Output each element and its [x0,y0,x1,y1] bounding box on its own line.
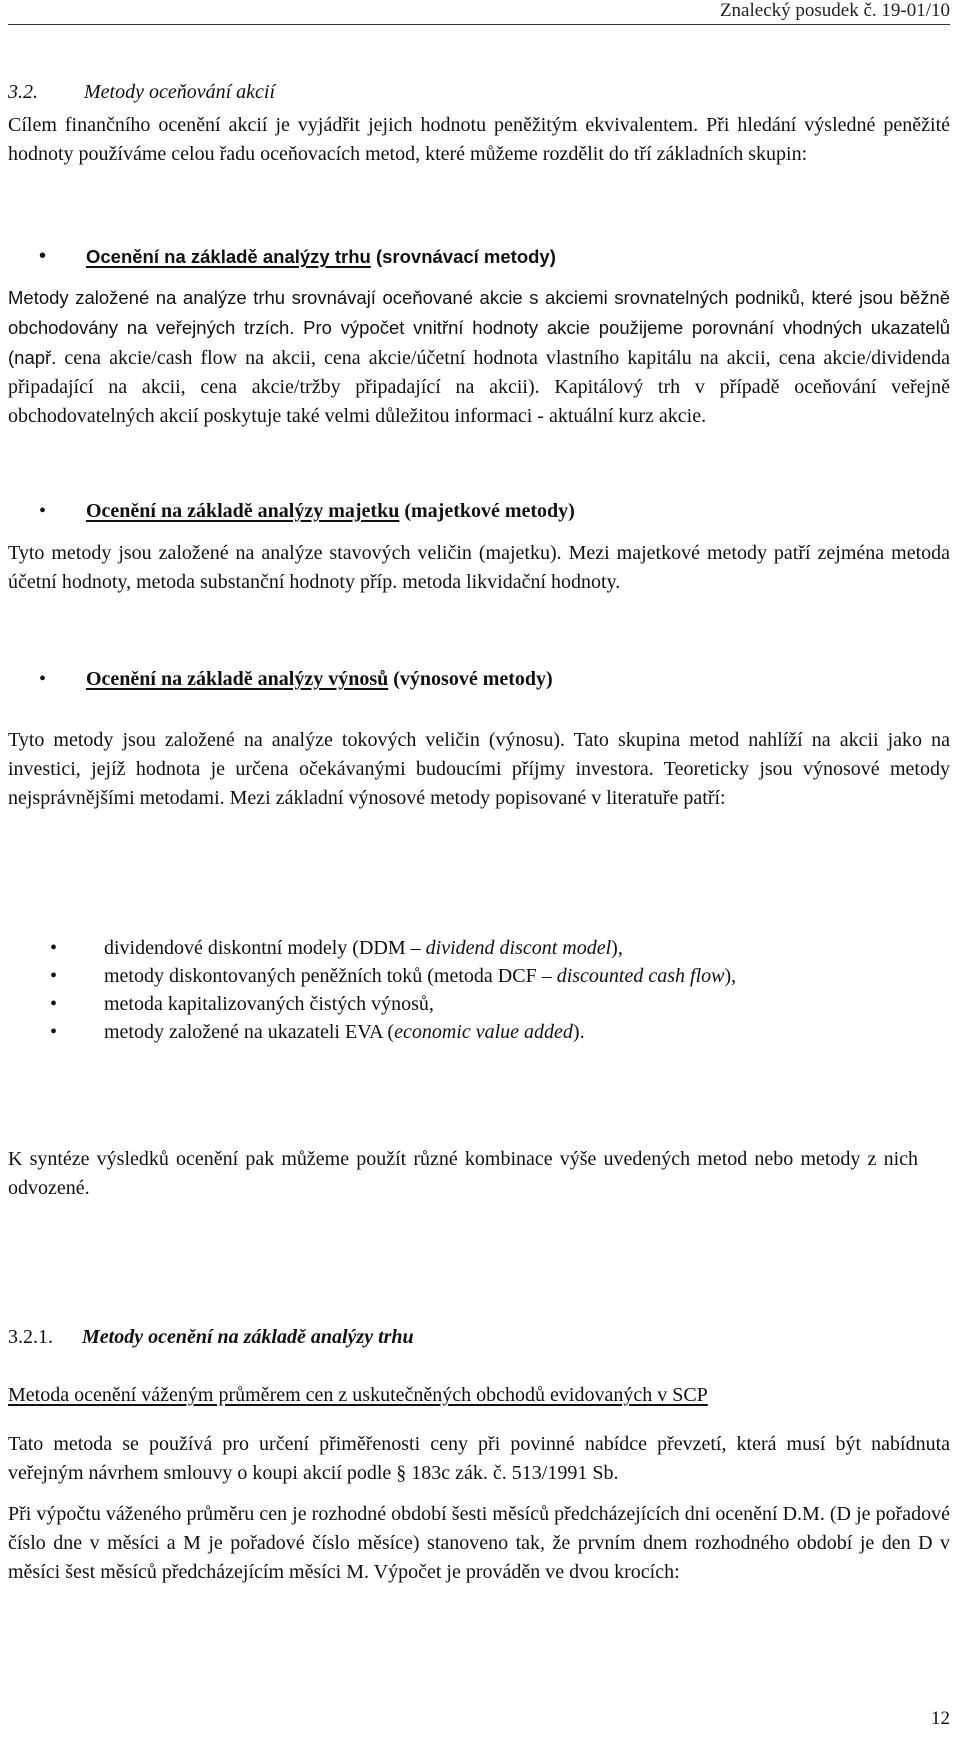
method-heading-underlined: Ocenění na základě analýzy majetku [86,500,400,522]
bullet-icon: • [39,245,47,267]
bullet-icon: • [50,993,58,1015]
bullet-icon: • [50,1021,58,1043]
list-item-text: metody založené na ukazateli EVA ( [104,1021,395,1043]
method-title-underlined: Metoda ocenění váženým průměrem cen z uskutečněných obchodů evidovaných v SCP [8,1384,708,1406]
list-item-text: dividendové diskontní modely (DDM – [104,937,426,959]
page-number: 12 [931,1708,950,1729]
method-body-assets: Tyto metody jsou založené na analýze stavových veličin (majetku). Mezi majetkové metody patří zejména metoda účetní hodnoty, metoda substanční hodnoty příp. metoda likvidační hodnoty. [8,542,950,593]
document-page [8,0,950,1737]
list-item-italic: economic value added [394,1021,573,1043]
method-heading-underlined: Ocenění na základě analýzy výnosů [86,668,389,690]
list-item-suffix: ). [572,1021,585,1043]
bullet-icon: • [39,500,47,522]
bullet-icon: • [39,668,47,690]
section-heading [8,78,275,107]
subsection-heading [8,1323,414,1352]
section-number: 3.2. [8,81,38,103]
list-item-italic: discounted cash flow [556,965,725,987]
method-body-market-part2: cena akcie/cash flow na akcii, cena akcie/účetní hodnota vlastního kapitálu na akcii, cena akcie/dividenda připadající na akcii, cena akcie/tržby připadající na akcii). Kapitálový trh v případě oceňování veřejně obchodovatelných akcií poskytuje také velmi důležitou informaci - aktuální kurz akcie. [8,347,950,427]
list-item-suffix: ), [724,965,737,987]
method-paragraph-1: Tato metoda se používá pro určení přiměřenosti ceny při povinné nabídce převzetí, která musí být nabídnuta veřejným návrhem smlouvy o koupi akcií podle § 183c zák. č. 513/1991 Sb. [8,1433,950,1484]
list-item-italic: dividend discont model [425,937,612,959]
bullet-icon: • [50,965,58,987]
method-heading-rest: (srovnávací metody) [370,246,556,267]
list-item-suffix: ), [611,937,623,959]
method-body-market [8,283,950,431]
list-item-text: metody diskontovaných peněžních toků (metoda DCF – [104,965,557,987]
bullet-icon: • [50,937,58,959]
intro-paragraph: Cílem finančního ocenění akcií je vyjádřit jejich hodnotu peněžitým ekvivalentem. Při hledání výsledné peněžité hodnoty používáme celou řadu oceňovacích metod, které můžeme rozdělit do tří základních skupin: [8,114,950,165]
subsection-number: 3.2.1. [8,1326,53,1348]
method-heading-underlined: Ocenění na základě analýzy trhu [86,246,371,267]
method-paragraph-2: Při výpočtu váženého průměru cen je rozhodné období šesti měsíců předcházejících dni ocenění D.M. (D je pořadové číslo dne v měsíci a M je pořadové číslo měsíce) stanoveno tak, že prvním dnem rozhodného období je den D v měsíci šest měsíců předcházejícím měsíci M. Výpočet je prováděn ve dvou krocích: [8,1503,950,1583]
synthesis-paragraph: K syntéze výsledků ocenění pak můžeme použít různé kombinace výše uvedených metod nebo metody z nich odvozené. [8,1148,918,1199]
list-item-text: metoda kapitalizovaných čistých výnosů, [104,993,434,1015]
method-title [8,1381,708,1410]
section-title: Metody oceňování akcií [84,81,276,103]
method-heading-rest: (výnosové metody) [388,668,553,690]
subsection-title: Metody ocenění na základě analýzy trhu [82,1326,414,1348]
method-heading-rest: (majetkové metody) [399,500,575,522]
running-header: Znalecký posudek č. 19-01/10 [8,0,950,25]
method-body-market-part1: Metody založené na analýze trhu srovnávají oceňované akcie s akciemi srovnatelných podniků, které jsou běžně obchodovány na veřejných trzích. Pro výpočet vnitřní hodnoty akcie použijeme porovnání vhodných ukazatelů (např. [8,287,950,368]
method-body-income: Tyto metody jsou založené na analýze tokových veličin (výnosu). Tato skupina metod nahlíží na akcii jako na investici, jejíž hodnota je určena očekávanými budoucími příjmy investora. Teoreticky jsou výnosové metody nejsprávnějšími metodami. Mezi základní výnosové metody popisované v literatuře patří: [8,729,950,809]
